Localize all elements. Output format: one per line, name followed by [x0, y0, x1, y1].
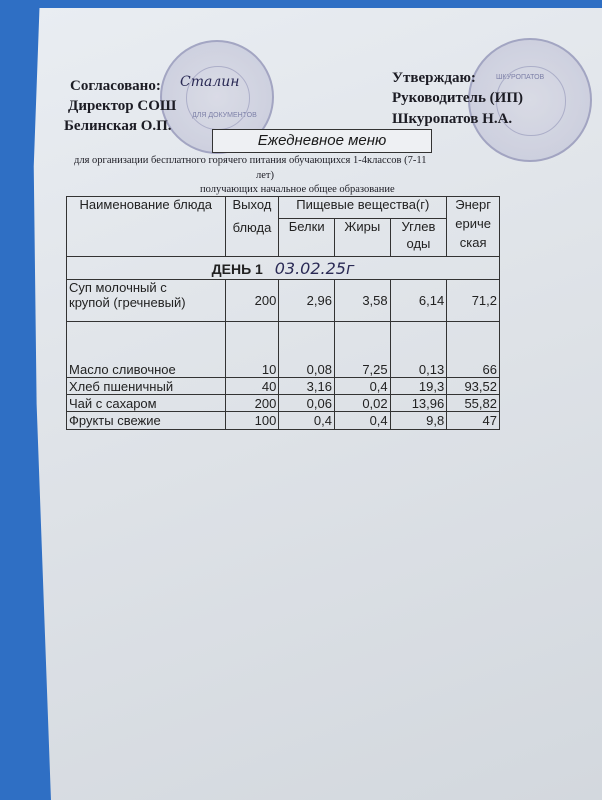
dish-fat: 0,4 — [334, 412, 390, 430]
dish-protein: 0,08 — [279, 322, 335, 378]
dish-carbs: 6,14 — [390, 280, 447, 322]
header-carbs-line1: Углев — [401, 219, 436, 234]
dish-carbs: 19,3 — [390, 378, 447, 395]
day-date: 03.02.25г — [274, 258, 355, 278]
dish-name: Чай с сахаром — [67, 395, 226, 412]
subtitle-line-3: получающих начальное общее образование — [200, 184, 395, 195]
dish-output: 200 — [225, 395, 279, 412]
approved-label: Согласовано: — [70, 78, 161, 94]
dish-fat: 3,58 — [334, 280, 390, 322]
table-row — [67, 378, 500, 395]
dish-name-line1: Суп молочный с — [69, 280, 167, 295]
dish-energy: 47 — [447, 412, 500, 430]
dish-protein: 2,96 — [279, 280, 335, 322]
dish-name — [67, 280, 226, 322]
menu-table — [66, 196, 500, 430]
head-name: Шкуропатов Н.А. — [392, 111, 513, 127]
dish-name: Хлеб пшеничный — [67, 378, 226, 395]
dish-protein: 0,4 — [279, 412, 335, 430]
header-energy-line1: Энерг — [455, 197, 491, 212]
day-row — [67, 257, 500, 280]
header-fat: Жиры — [334, 219, 390, 257]
dish-name: Масло сливочное — [67, 322, 226, 378]
dish-name-line2: крупой (гречневый) — [69, 295, 186, 310]
dish-carbs: 9,8 — [390, 412, 447, 430]
header-protein: Белки — [279, 219, 335, 257]
dish-energy: 66 — [447, 322, 500, 378]
dish-output: 100 — [225, 412, 279, 430]
dish-output: 40 — [225, 378, 279, 395]
menu-title: Ежедневное меню — [212, 129, 432, 153]
confirm-label: Утверждаю: — [392, 70, 476, 86]
header-energy-line3: ская — [459, 235, 487, 250]
dish-fat: 0,02 — [334, 395, 390, 412]
subtitle-line-1: для организации бесплатного горячего питания обучающихся 1-4классов (7-11 — [74, 155, 427, 166]
dish-output: 200 — [225, 280, 279, 322]
dish-protein: 0,06 — [279, 395, 335, 412]
dish-protein: 3,16 — [279, 378, 335, 395]
day-label: ДЕНЬ 1 — [211, 260, 263, 277]
dish-name: Фрукты свежие — [67, 412, 226, 430]
director-label: Директор СОШ — [68, 98, 177, 114]
header-name: Наименование блюда — [67, 197, 226, 257]
table-row — [67, 280, 500, 322]
header-energy-line2: ериче — [455, 216, 491, 231]
header-carbs-line2: оды — [406, 236, 431, 251]
dish-output: 10 — [225, 322, 279, 378]
director-name: Белинская О.П. — [64, 118, 172, 134]
subtitle-line-2: лет) — [256, 170, 274, 181]
dish-fat: 0,4 — [334, 378, 390, 395]
header-carbs — [390, 219, 447, 257]
dish-energy: 93,52 — [447, 378, 500, 395]
left-signature: Сталин — [180, 74, 240, 90]
dish-fat: 7,25 — [334, 322, 390, 378]
right-seal-text: ШКУРОПАТОВ — [496, 74, 545, 81]
header-output-line2: блюда — [232, 220, 272, 235]
head-label: Руководитель (ИП) — [392, 90, 523, 106]
left-seal-text: ДЛЯ ДОКУМЕНТОВ — [192, 112, 257, 119]
dish-carbs: 0,13 — [390, 322, 447, 378]
dish-carbs: 13,96 — [390, 395, 447, 412]
table-row — [67, 412, 500, 430]
dish-energy: 71,2 — [447, 280, 500, 322]
header-output-line1: Выход — [232, 197, 272, 212]
table-row — [67, 322, 500, 378]
header-output — [225, 197, 279, 257]
table-row — [67, 395, 500, 412]
dish-energy: 55,82 — [447, 395, 500, 412]
header-nutrients: Пищевые вещества(г) — [279, 197, 447, 219]
header-energy — [447, 197, 500, 257]
